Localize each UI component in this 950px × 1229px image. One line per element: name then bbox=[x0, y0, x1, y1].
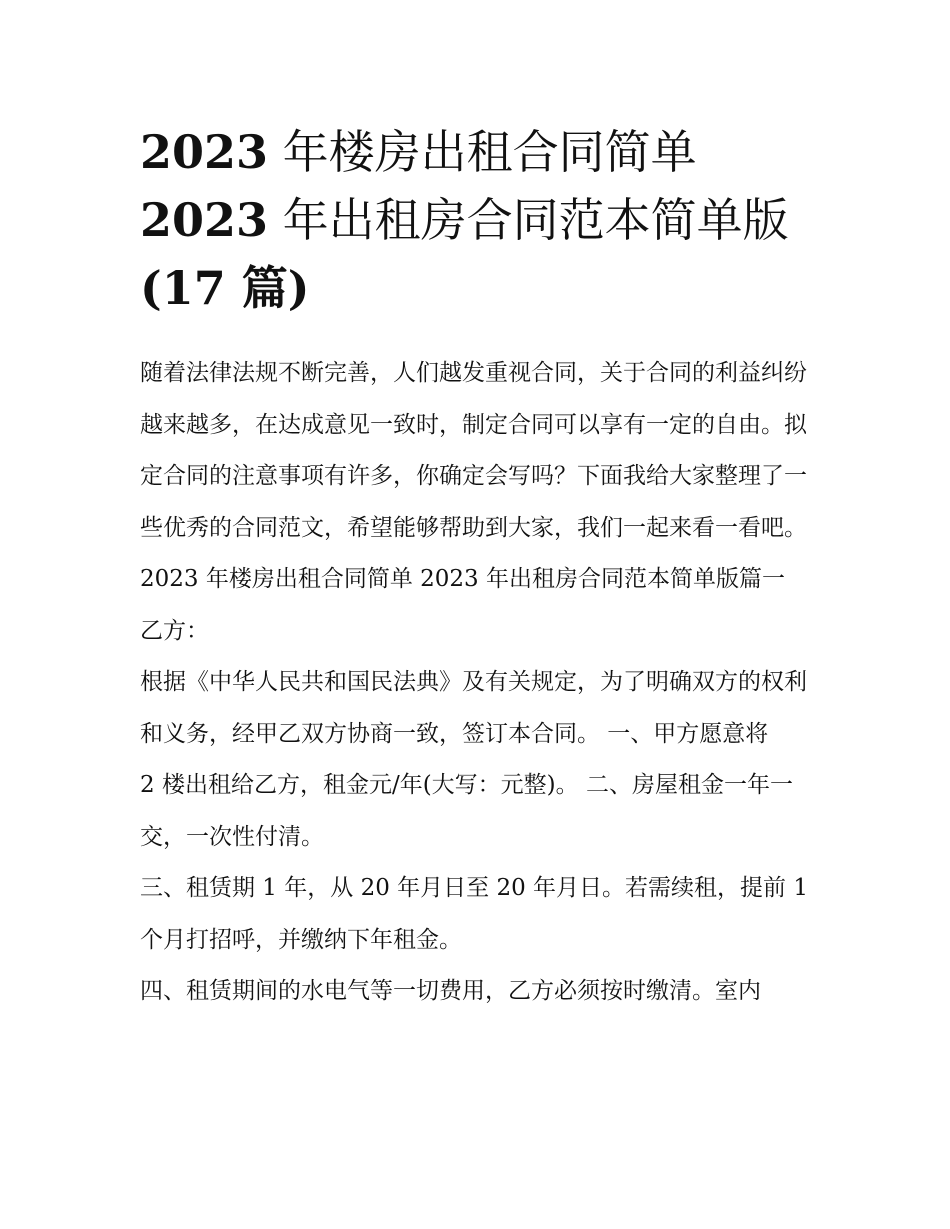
paragraph-clause-rent: 2 楼出租给乙方，租金元/年(大写：元整)。 二、房屋租金一年一交，一次性付清。 bbox=[140, 772, 793, 850]
document-content bbox=[140, 118, 815, 1018]
paragraph-intro: 随着法律法规不断完善，人们越发重视合同，关于合同的利益纠纷越来越多，在达成意见一致时，制定合同可以享有一定的自由。拟定合同的注意事项有许多，你确定会写吗？下面我给大家整理了一些优秀的合同范文，希望能够帮助到大家，我们一起来看一看吧。 bbox=[140, 360, 807, 541]
document-title bbox=[140, 118, 815, 322]
title-line-2: 2023 年出租房合同范本简单版 bbox=[140, 193, 789, 247]
paragraph-preamble: 根据《中华人民共和国民法典》及有关规定，为了明确双方的权利和义务，经甲乙双方协商一致，签订本合同。 一、甲方愿意将 bbox=[140, 669, 807, 747]
paragraph-clause-utilities: 四、租赁期间的水电气等一切费用，乙方必须按时缴清。室内 bbox=[140, 978, 761, 1004]
paragraph-party-b: 乙方： bbox=[140, 617, 209, 644]
title-line-3: (17 篇) bbox=[140, 261, 310, 315]
paragraph-section-heading: 2023 年楼房出租合同简单 2023 年出租房合同范本简单版篇一 bbox=[140, 566, 785, 592]
paragraph-clause-term: 三、租赁期 1 年，从 20 年月日至 20 年月日。若需续租，提前 1 个月打招呼，并缴纳下年租金。 bbox=[140, 875, 808, 953]
title-line-1: 2023 年楼房出租合同简单 bbox=[140, 125, 697, 179]
document-body bbox=[140, 348, 815, 1018]
